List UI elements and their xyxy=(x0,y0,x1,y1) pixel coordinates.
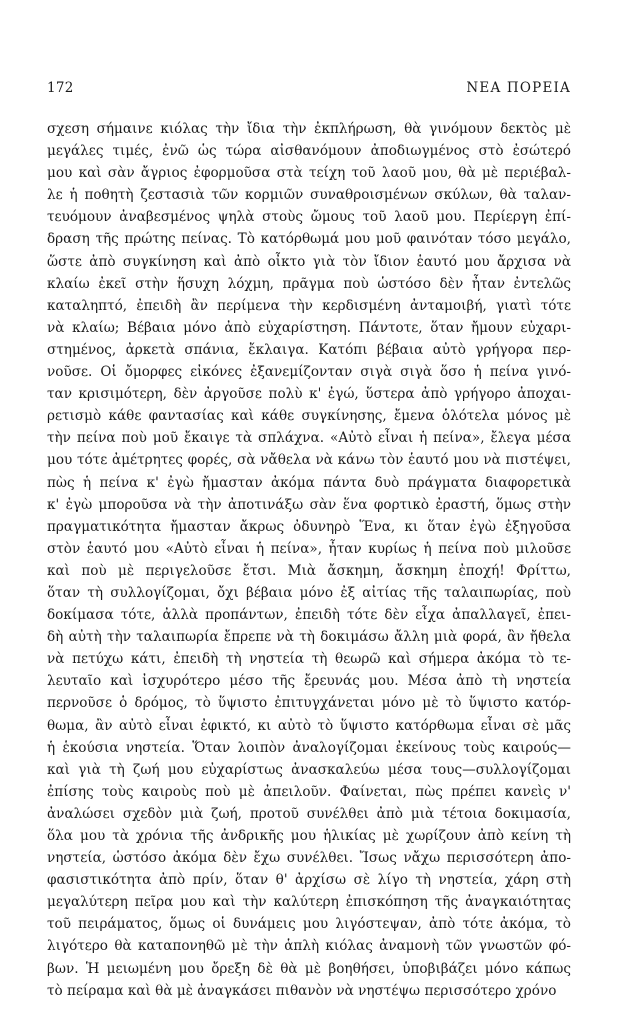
text-line: καὶ γιὰ τὴ ζωή μου εὐχαρίστως ἀνασκαλεύω μέσα τους—συλλογίζομαι xyxy=(47,761,571,778)
text-line: περνοῦσε ὁ δρόμος, τὸ ὕψιστο ἐπιτυγχάνεται μόνο μὲ τὸ ὕψιστο κατόρ- xyxy=(47,695,571,712)
text-line: μεγαλύτερη πεῖρα μου καὶ τὴν καλύτερη ἐπισκόπηση τῆς ἀναγκαιότητας xyxy=(47,894,571,911)
text-line: δοκίμασα τότε, ἀλλὰ προπάντων, ἐπειδὴ τότε δὲν εἶχα ἀπαλλαγεῖ, ἐπει- xyxy=(47,607,571,624)
text-line: κλαίω ἐκεῖ στὴν ἥσυχη λόχμη, πρᾶγμα ποὺ ὡστόσο δὲν ἦταν ἐντελῶς xyxy=(47,275,571,292)
text-line: τευόμουν ἀναβεσμένος ψηλὰ στοὺς ὤμους τοῦ λαοῦ μου. Περίεργη ἐπί- xyxy=(47,209,571,226)
text-line: ὅλα μου τὰ χρόνια τῆς ἀνδρικῆς μου ἡλικίας μὲ χωρίζουν ἀπὸ κείνη τὴ xyxy=(47,828,571,844)
text-line: ταν κρισιμότερη, δὲν ἀργοῦσε πολὺ κ' ἐγώ, ὕστερα ἀπὸ γρήγορο ἀποχαι- xyxy=(47,386,571,403)
text-line: στὸν ἑαυτό μου «Αὐτὸ εἶναι ἡ πείνα», ἦταν κυρίως ἡ πείνα ποὺ μιλοῦσε xyxy=(47,540,571,557)
text-line: κ' ἐγὼ μποροῦσα νὰ τὴν ἀποτινάξω σὰν ἕνα φορτικὸ ἐραστή, ὅμως στὴν xyxy=(47,496,571,513)
text-line: θωμα, ἂν αὐτὸ εἶναι ἐφικτό, κι αὐτὸ τὸ ὕψιστο κατόρθωμα εἶναι σὲ μᾶς xyxy=(47,717,571,734)
page-number: 172 xyxy=(47,80,74,96)
text-line: ὥστε ἀπὸ συγκίνηση καὶ ἀπὸ οἶκτο γιὰ τὸν ἴδιον ἑαυτό μου ἄρχισα νὰ xyxy=(47,253,571,270)
text-line: δραση τῆς πρώτης πείνας. Τὸ κατόρθωμά μου μοῦ φαινόταν τόσο μεγάλο, xyxy=(47,231,571,248)
body-text xyxy=(47,118,571,1002)
text-line: ἐπίσης τοὺς καιροὺς ποὺ μὲ ἀπειλοῦν. Φαίνεται, πὼς πρέπει κανεὶς ν' xyxy=(47,783,571,800)
text-line: μεγάλες τιμές, ἐνῶ ὡς τώρα αἰσθανόμουν ἀποδιωγμένος στὸ ἐσώτερό xyxy=(47,143,571,160)
text-line: ἡ ἑκούσια νηστεία. Ὅταν λοιπὸν ἀναλογίζομαι ἐκείνους τοὺς καιρούς— xyxy=(47,739,571,756)
text-line: στημένος, ἀρκετὰ σπάνια, ἔκλαιγα. Κατόπι βέβαια αὐτὸ γρήγορα περ- xyxy=(47,341,571,358)
page-header xyxy=(47,80,571,96)
text-line: ρετισμὸ κάθε φαντασίας καὶ κάθε συγκίνησης, ἔμενα ὁλότελα μόνος μὲ xyxy=(47,408,571,425)
text-line: σχεση σήμαινε κιόλας τὴν ἴδια τὴν ἐκπλήρωση, θὰ γινόμουν δεκτὸς μὲ xyxy=(47,121,571,137)
text-line: νὰ πετύχω κάτι, ἐπειδὴ τὴ νηστεία τὴ θεωρῶ καὶ σήμερα ἀκόμα τὸ τε- xyxy=(47,651,571,668)
running-title: ΝΕΑ ΠΟΡΕΙΑ xyxy=(466,80,571,96)
text-line: λε ἡ ποθητὴ ζεστασιὰ τῶν κορμιῶν συναθροισμένων σκύλων, θὰ ταλαν- xyxy=(47,187,571,204)
text-line: καταληπτό, ἐπειδὴ ἂν περίμενα τὴν κερδισμένη ἀνταμοιβή, γιατὶ τότε xyxy=(47,297,571,314)
text-line: βων. Ἡ μειωμένη μου ὄρεξη δὲ θὰ μὲ βοηθήσει, ὑποβιβάζει μόνο κάπως xyxy=(47,960,571,977)
text-line: μου καὶ σὰν ἄγριος ἐφορμοῦσα στὰ τείχη τοῦ λαοῦ μου, θὰ μὲ περιέβαλ- xyxy=(47,165,571,182)
text-line: λευταῖο καὶ ἰσχυρότερο μέσο τῆς ἔρευνάς μου. Μέσα ἀπὸ τὴ νηστεία xyxy=(47,673,571,690)
text-line: ὅταν τὴ συλλογίζομαι, ὄχι βέβαια μόνο ἐξ αἰτίας τῆς ταλαιπωρίας, ποὺ xyxy=(47,584,571,601)
text-line: δὴ αὐτὴ τὴν ταλαιπωρία ἔπρεπε νὰ τὴ δοκιμάσω ἄλλη μιὰ φορά, ἂν ἤθελα xyxy=(47,629,571,646)
text-line: φασιστικότητα ἀπὸ πρίν, ὅταν θ' ἀρχίσω σὲ λίγο τὴ νηστεία, χάρη στὴ xyxy=(47,872,571,889)
text-line: τοῦ πειράματος, ὅμως οἱ δυνάμεις μου λιγόστεψαν, ἀπὸ τότε ἀκόμα, τὸ xyxy=(47,916,571,933)
text-line: νηστεία, ὡστόσο ἀκόμα δὲν ἔχω συνέλθει. Ἴσως νἄχω περισσότερη ἀπο- xyxy=(47,850,571,867)
text-line: ἀναλώσει σχεδὸν μιὰ ζωή, προτοῦ συνέλθει ἀπὸ μιὰ τέτοια δοκιμασία, xyxy=(47,805,571,822)
text-line: νὰ κλαίω; Βέβαια μόνο ἀπὸ εὐχαρίστηση. Πάντοτε, ὅταν ἤμουν εὐχαρι- xyxy=(47,319,571,336)
text-line: μου τότε ἀμέτρητες φορές, σὰ νἄθελα νὰ κάνω τὸν ἑαυτό μου νὰ πιστέψει, xyxy=(47,452,571,469)
text-line: λιγότερο θὰ καταπονηθῶ μὲ τὴν ἁπλὴ κιόλας ἀναμονὴ τῶν γνωστῶν φό- xyxy=(47,938,571,955)
text-line: τὴν πείνα ποὺ μοῦ ἔκαιγε τὰ σπλάχνα. «Αὐτὸ εἶναι ἡ πείνα», ἔλεγα μέσα xyxy=(47,430,571,447)
text-line: τὸ πείραμα καὶ θὰ μὲ ἀναγκάσει πιθανὸν νὰ νηστέψω περισσότερο χρόνο xyxy=(47,982,557,999)
text-line: πραγματικότητα ἤμασταν ἄκρως ὀδυνηρὸ Ἕνα, κι ὅταν ἐγὼ ἐξηγοῦσα xyxy=(47,518,571,535)
text-line: καὶ ποὺ μὲ περιγελοῦσε ἔτσι. Μιὰ ἄσκημη, ἄσκημη ἐποχή! Φρίττω, xyxy=(47,562,571,579)
text-line: νοῦσε. Οἱ ὄμορφες εἰκόνες ἐξανεμίζονταν σιγὰ σιγὰ ὅσο ἡ πείνα γινό- xyxy=(47,364,571,381)
text-line: πὼς ἡ πείνα κ' ἐγὼ ἤμασταν ἀκόμα πάντα δυὸ πράγματα διαφορετικὰ xyxy=(47,474,571,491)
